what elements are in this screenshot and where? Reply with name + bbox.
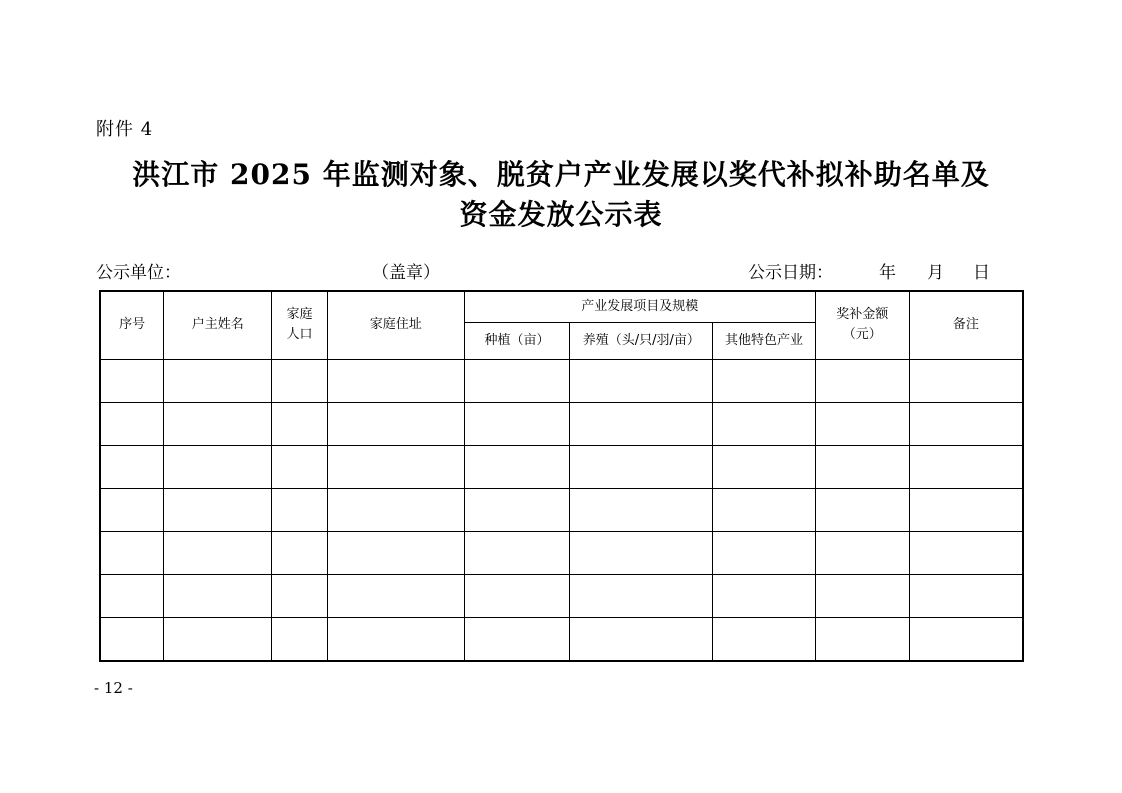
table-cell [570,617,713,661]
year-label: 年 [879,263,896,283]
header-seq: 序号 [100,291,164,359]
table-cell [464,617,570,661]
table-cell [815,445,909,488]
table-cell [164,359,272,402]
table-row [100,617,1023,661]
table-row [100,574,1023,617]
header-other-industry: 其他特色产业 [713,322,816,359]
table-cell [713,617,816,661]
month-label: 月 [927,263,944,283]
table-cell [570,531,713,574]
table-cell [713,531,816,574]
table-cell [100,402,164,445]
table-cell [272,402,328,445]
table-cell [909,402,1023,445]
table-cell [464,531,570,574]
attachment-label: 附件 4 [96,119,154,140]
table-cell [570,402,713,445]
table-cell [713,445,816,488]
table-cell [100,617,164,661]
header-address: 家庭住址 [327,291,464,359]
document-title-line2: 资金发放公示表 [459,198,663,231]
subsidy-list-table [99,290,1024,662]
table-cell [464,359,570,402]
table-cell [713,402,816,445]
table-cell [164,531,272,574]
table-cell [164,617,272,661]
table-cell [464,488,570,531]
table-cell [100,531,164,574]
table-row [100,531,1023,574]
table-cell [272,617,328,661]
page-number: - 12 - [94,679,133,697]
header-householder: 户主姓名 [164,291,272,359]
table-cell [327,488,464,531]
header-family-size-line1: 家庭 [286,307,313,323]
table-cell [909,574,1023,617]
header-subsidy-line1: 奖补金额 [836,307,889,323]
table-cell [272,574,328,617]
table-row [100,402,1023,445]
publish-date-label: 公示日期： [748,263,833,283]
table-cell [464,445,570,488]
seal-label: （盖章） [372,263,440,283]
header-family-size-line2: 人口 [286,327,313,343]
table-cell [327,617,464,661]
header-subsidy-line2: （元） [842,327,882,343]
table-cell [815,402,909,445]
table-cell [815,574,909,617]
day-label: 日 [973,263,990,283]
document-title-line1: 洪江市 2025 年监测对象、脱贫户产业发展以奖代补拟补助名单及 [132,158,990,191]
table-cell [100,359,164,402]
header-planting: 种植（亩） [464,322,570,359]
table-cell [815,359,909,402]
table-row [100,359,1023,402]
publishing-unit-label: 公示单位： [96,263,181,283]
table-cell [327,402,464,445]
table-cell [570,574,713,617]
table-row [100,445,1023,488]
table-cell [909,531,1023,574]
table-cell [570,445,713,488]
table-cell [909,617,1023,661]
table-cell [909,359,1023,402]
table-cell [909,488,1023,531]
table-cell [327,359,464,402]
table-cell [272,359,328,402]
table-cell [327,445,464,488]
table-cell [713,359,816,402]
header-subsidy-amount [815,291,909,359]
table-cell [164,574,272,617]
table-cell [464,402,570,445]
table-cell [570,359,713,402]
header-remarks: 备注 [909,291,1023,359]
table-cell [164,402,272,445]
table-cell [713,488,816,531]
header-breeding: 养殖（头/只/羽/亩） [570,322,713,359]
table-cell [327,531,464,574]
table-cell [100,574,164,617]
header-industry-group: 产业发展项目及规模 [464,291,815,322]
table-cell [164,488,272,531]
table-cell [815,617,909,661]
header-family-size [272,291,328,359]
table-cell [909,445,1023,488]
table-cell [272,531,328,574]
table-cell [164,445,272,488]
table-cell [100,445,164,488]
table-body [100,359,1023,661]
table-cell [815,488,909,531]
table-cell [100,488,164,531]
table-row [100,488,1023,531]
table-cell [327,574,464,617]
table-cell [570,488,713,531]
table-cell [815,531,909,574]
table-cell [464,574,570,617]
table-cell [272,445,328,488]
table-cell [713,574,816,617]
table-cell [272,488,328,531]
